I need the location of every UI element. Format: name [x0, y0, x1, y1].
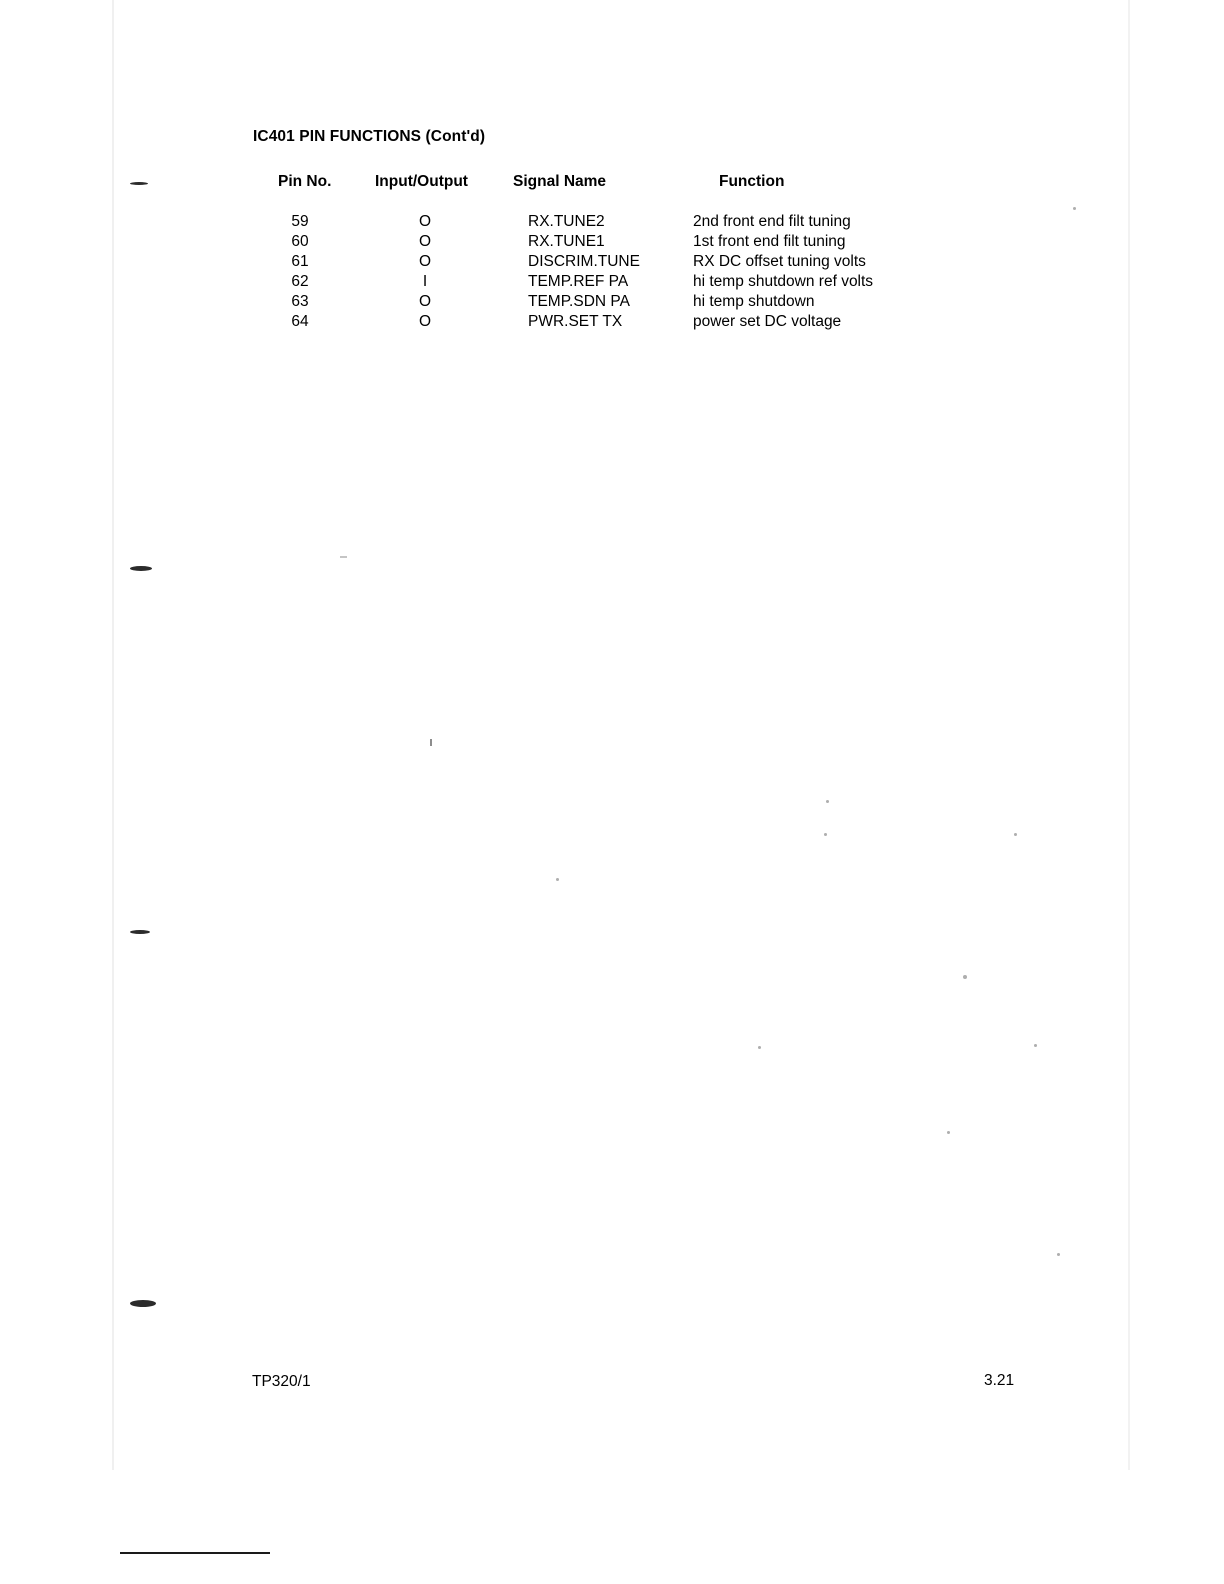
- scan-edge-artifact: [130, 566, 152, 571]
- column-header-pin: Pin No.: [278, 173, 332, 190]
- scan-edge-artifact: [130, 182, 148, 185]
- scan-speck: [1014, 833, 1017, 836]
- footer-page-number: 3.21: [984, 1372, 1015, 1389]
- cell-signal: RX.TUNE2: [528, 213, 605, 230]
- cell-signal: DISCRIM.TUNE: [528, 253, 640, 270]
- cell-pin: 64: [291, 313, 309, 330]
- scan-speck: [963, 975, 967, 979]
- scan-speck: [1057, 1253, 1060, 1256]
- cell-function: 2nd front end filt tuning: [693, 213, 851, 230]
- table-row: [253, 272, 953, 292]
- scan-speck: [556, 878, 559, 881]
- page-left-edge: [112, 0, 114, 1470]
- scan-speck: [430, 739, 432, 746]
- table-row: [253, 252, 953, 272]
- table-row: [253, 312, 953, 332]
- column-header-io: Input/Output: [375, 173, 468, 190]
- cell-io: O: [418, 253, 432, 270]
- table-row: [253, 212, 953, 232]
- page-bottom-rule: [120, 1552, 270, 1554]
- cell-io: O: [418, 313, 432, 330]
- pin-functions-table: [253, 172, 953, 332]
- cell-function: hi temp shutdown ref volts: [693, 273, 874, 290]
- scan-edge-artifact: [130, 1300, 156, 1307]
- cell-signal: RX.TUNE1: [528, 233, 605, 250]
- cell-function: power set DC voltage: [693, 313, 842, 330]
- scan-speck: [1073, 207, 1076, 210]
- table-row: [253, 292, 953, 312]
- cell-io: O: [418, 213, 432, 230]
- cell-pin: 60: [291, 233, 309, 250]
- cell-signal: TEMP.REF PA: [528, 273, 629, 290]
- table-header-row: [253, 172, 953, 194]
- scan-speck: [824, 833, 827, 836]
- table-row: [253, 232, 953, 252]
- scan-speck: [947, 1131, 950, 1134]
- cell-io: O: [418, 293, 432, 310]
- scan-edge-artifact: [130, 930, 150, 934]
- cell-function: RX DC offset tuning volts: [693, 253, 866, 270]
- cell-pin: 63: [291, 293, 309, 310]
- cell-signal: PWR.SET TX: [528, 313, 623, 330]
- cell-function: 1st front end filt tuning: [693, 233, 846, 250]
- cell-io: I: [422, 273, 428, 290]
- scan-speck: [340, 556, 347, 558]
- footer-document-code: TP320/1: [252, 1373, 311, 1390]
- cell-signal: TEMP.SDN PA: [528, 293, 630, 310]
- page-right-edge: [1128, 0, 1130, 1470]
- scan-speck: [826, 800, 829, 803]
- cell-io: O: [418, 233, 432, 250]
- scan-speck: [758, 1046, 761, 1049]
- scan-speck: [1034, 1044, 1037, 1047]
- column-header-function: Function: [719, 173, 785, 190]
- cell-pin: 59: [291, 213, 309, 230]
- cell-pin: 62: [291, 273, 309, 290]
- page-title: IC401 PIN FUNCTIONS (Cont'd): [253, 128, 486, 145]
- column-header-signal: Signal Name: [513, 173, 607, 190]
- cell-function: hi temp shutdown: [693, 293, 815, 310]
- cell-pin: 61: [291, 253, 309, 270]
